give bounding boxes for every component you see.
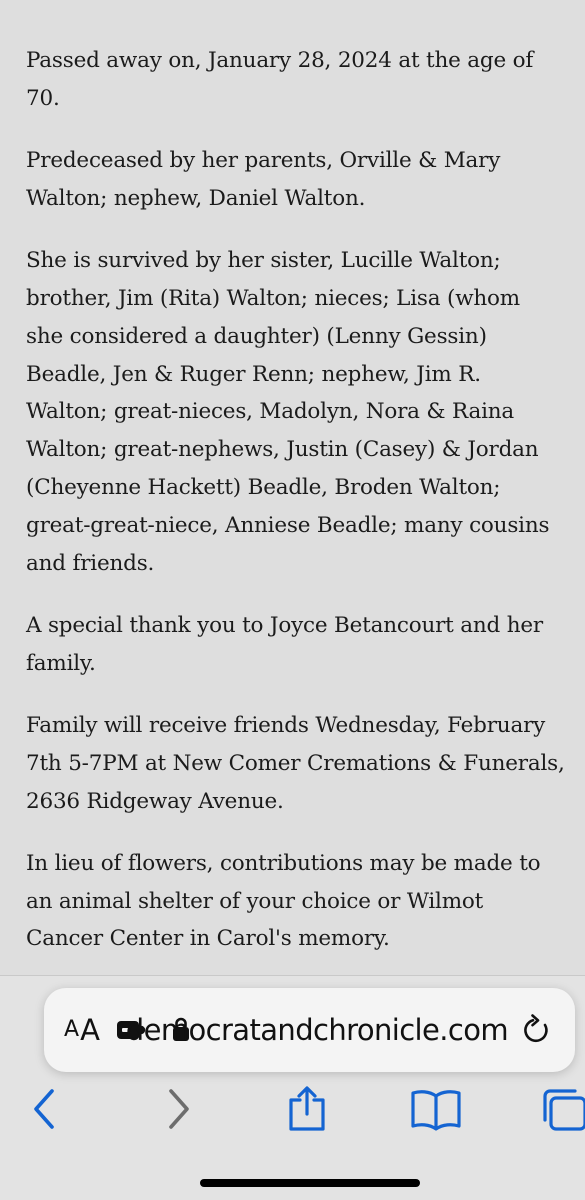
text-line: Walton; nephew, Daniel Walton. <box>26 185 366 211</box>
text-line: (Cheyenne Hackett) Beadle, Broden Walton; <box>26 474 501 500</box>
share-icon[interactable] <box>285 1086 329 1132</box>
article-paragraph <box>26 42 585 118</box>
url-text: democratandchronicle.com <box>125 1013 508 1047</box>
text-line: she considered a daughter) (Lenny Gessin) <box>26 323 487 349</box>
text-line: Walton; great-nephews, Justin (Casey) & Jordan <box>26 437 539 463</box>
text-line: Beadle, Jen & Ruger Renn; nephew, Jim R. <box>26 361 481 387</box>
page-settings-button[interactable] <box>64 1012 100 1048</box>
reload-icon[interactable] <box>520 1012 554 1048</box>
text-line: Family will receive friends Wednesday, February <box>26 712 546 738</box>
article-paragraph <box>26 845 585 958</box>
text-line: A special thank you to Joyce Betancourt and her <box>26 612 543 638</box>
article-paragraph <box>26 607 585 683</box>
article-paragraph <box>26 242 585 582</box>
text-line: brother, Jim (Rita) Walton; nieces; Lisa (whom <box>26 285 520 311</box>
text-line: In lieu of flowers, contributions may be made to <box>26 850 541 876</box>
bookmarks-icon[interactable] <box>410 1086 462 1132</box>
text-line: Cancer Center in Carol's memory. <box>26 926 390 952</box>
address-bar[interactable] <box>44 988 575 1072</box>
text-line: 2636 Ridgeway Avenue. <box>26 788 284 814</box>
text-line: Walton; great-nieces, Madolyn, Nora & Raina <box>26 399 515 425</box>
home-indicator <box>200 1179 420 1187</box>
article-paragraph <box>26 142 585 218</box>
text-line: 70. <box>26 85 60 111</box>
text-line: and friends. <box>26 550 155 576</box>
article-paragraph <box>26 707 585 820</box>
forward-icon[interactable] <box>162 1086 196 1132</box>
text-line: family. <box>26 650 96 676</box>
text-line: 7th 5-7PM at New Comer Cremations & Funerals, <box>26 750 565 776</box>
url-display[interactable] <box>125 1010 508 1050</box>
aa-small-letter: A <box>64 1017 80 1042</box>
text-line: Passed away on, January 28, 2024 at the age of <box>26 48 534 73</box>
text-line: an animal shelter of your choice or Wilmot <box>26 888 484 914</box>
text-line: She is survived by her sister, Lucille Walton; <box>26 248 501 274</box>
text-line: Predeceased by her parents, Orville & Mary <box>26 148 501 174</box>
back-icon[interactable] <box>28 1086 62 1132</box>
text-line: great-great-niece, Anniese Beadle; many cousins <box>26 512 550 538</box>
aa-large-letter: A <box>80 1013 100 1047</box>
tabs-icon[interactable] <box>541 1086 585 1132</box>
